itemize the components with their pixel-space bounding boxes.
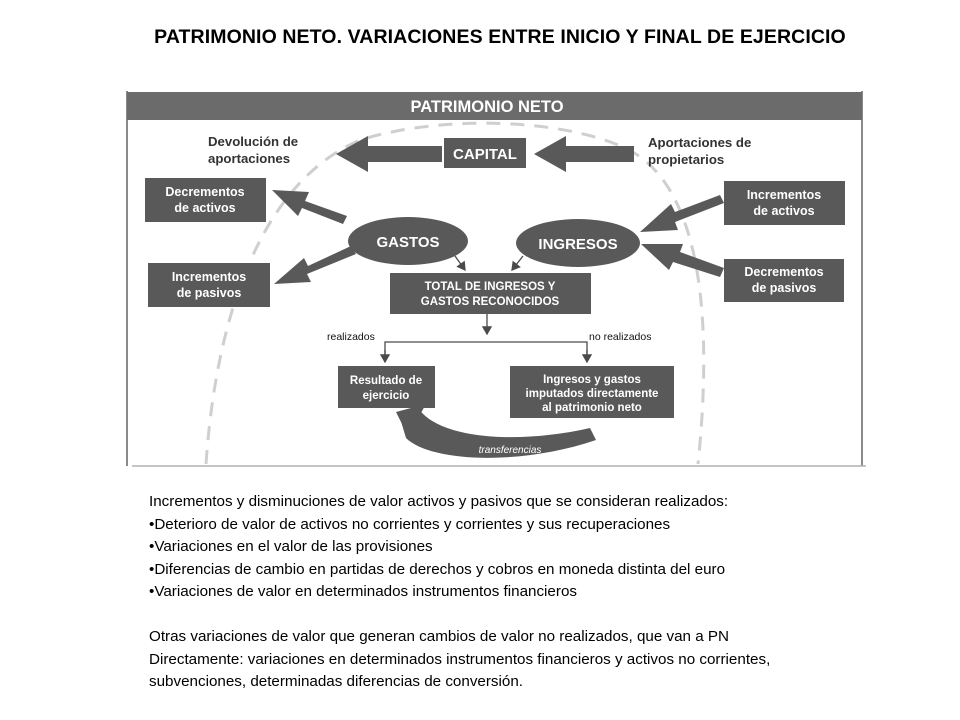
incrementos-pasivos-line1: Incrementos [171, 270, 247, 284]
split-connector [385, 342, 587, 360]
ingresos-to-total-arrow [512, 256, 523, 270]
other-line: Otras variaciones de valor que generan cambios de valor no realizados, que van a PN [149, 627, 729, 645]
bullet-item: •Variaciones en el valor de las provisiones [149, 538, 433, 556]
total-line1: TOTAL DE INGRESOS Y [424, 281, 556, 293]
gastos-to-total-arrow [455, 256, 465, 270]
imputados-line3: al patrimonio neto [542, 402, 642, 414]
resultado-line2: ejercicio [362, 390, 410, 402]
devolucion-line1: Devolución de [208, 134, 299, 149]
decrementos-activos-line1: Decrementos [165, 185, 245, 199]
arrow-capital-to-devolucion [336, 136, 442, 172]
gastos-label: GASTOS [376, 234, 440, 251]
arrow-gastos-to-incrementos-pasivos [274, 246, 356, 284]
capital-label: CAPITAL [453, 146, 517, 163]
imputados-line1: Ingresos y gastos [543, 374, 641, 386]
no-realizados-label: no realizados [589, 331, 652, 343]
aportaciones-line2: propietarios [648, 152, 725, 167]
devolucion-line2: aportaciones [208, 151, 291, 166]
decrementos-pasivos-line2: de pasivos [751, 281, 817, 295]
aportaciones-line1: Aportaciones de [648, 135, 752, 150]
paragraph-spacer [149, 604, 939, 626]
ingresos-label: INGRESOS [538, 236, 618, 253]
resultado-line1: Resultado de [349, 375, 423, 387]
total-line2: GASTOS RECONOCIDOS [420, 296, 560, 308]
other-line: Directamente: variaciones en determinados instrumentos financieros y activos no corrientes, [149, 650, 771, 668]
bullet-item: •Variaciones de valor en determinados instrumentos financieros [149, 583, 577, 601]
explanation-text [149, 491, 939, 694]
arrow-incrementos-activos-to-ingresos [640, 195, 724, 232]
diagram-header-text: PATRIMONIO NETO [410, 98, 564, 116]
imputados-line2: imputados directamente [525, 388, 659, 400]
incrementos-pasivos-line2: de pasivos [176, 286, 242, 300]
decrementos-pasivos-line1: Decrementos [744, 265, 824, 279]
bullet-item: •Diferencias de cambio en partidas de derechos y cobros en moneda distinta del euro [149, 560, 726, 578]
other-line: subvenciones, determinadas diferencias de conversión. [149, 673, 523, 691]
arrow-aportaciones-to-capital [534, 136, 634, 172]
arrow-gastos-to-decrementos-activos [272, 190, 347, 224]
slide-title: PATRIMONIO NETO. VARIACIONES ENTRE INICIO Y FINAL DE EJERCICIO [154, 26, 846, 48]
arrow-decrementos-pasivos-to-ingresos [641, 244, 724, 277]
bullet-item: •Deterioro de valor de activos no corrientes y corrientes y sus recuperaciones [149, 515, 671, 533]
decrementos-activos-line2: de activos [174, 201, 236, 215]
intro-paragraph: Incrementos y disminuciones de valor activos y pasivos que se consideran realizados: [149, 493, 729, 510]
incrementos-activos-line1: Incrementos [746, 188, 822, 202]
incrementos-activos-line2: de activos [753, 204, 815, 218]
realizados-label: realizados [327, 331, 375, 343]
transferencias-label: transferencias [478, 445, 542, 456]
